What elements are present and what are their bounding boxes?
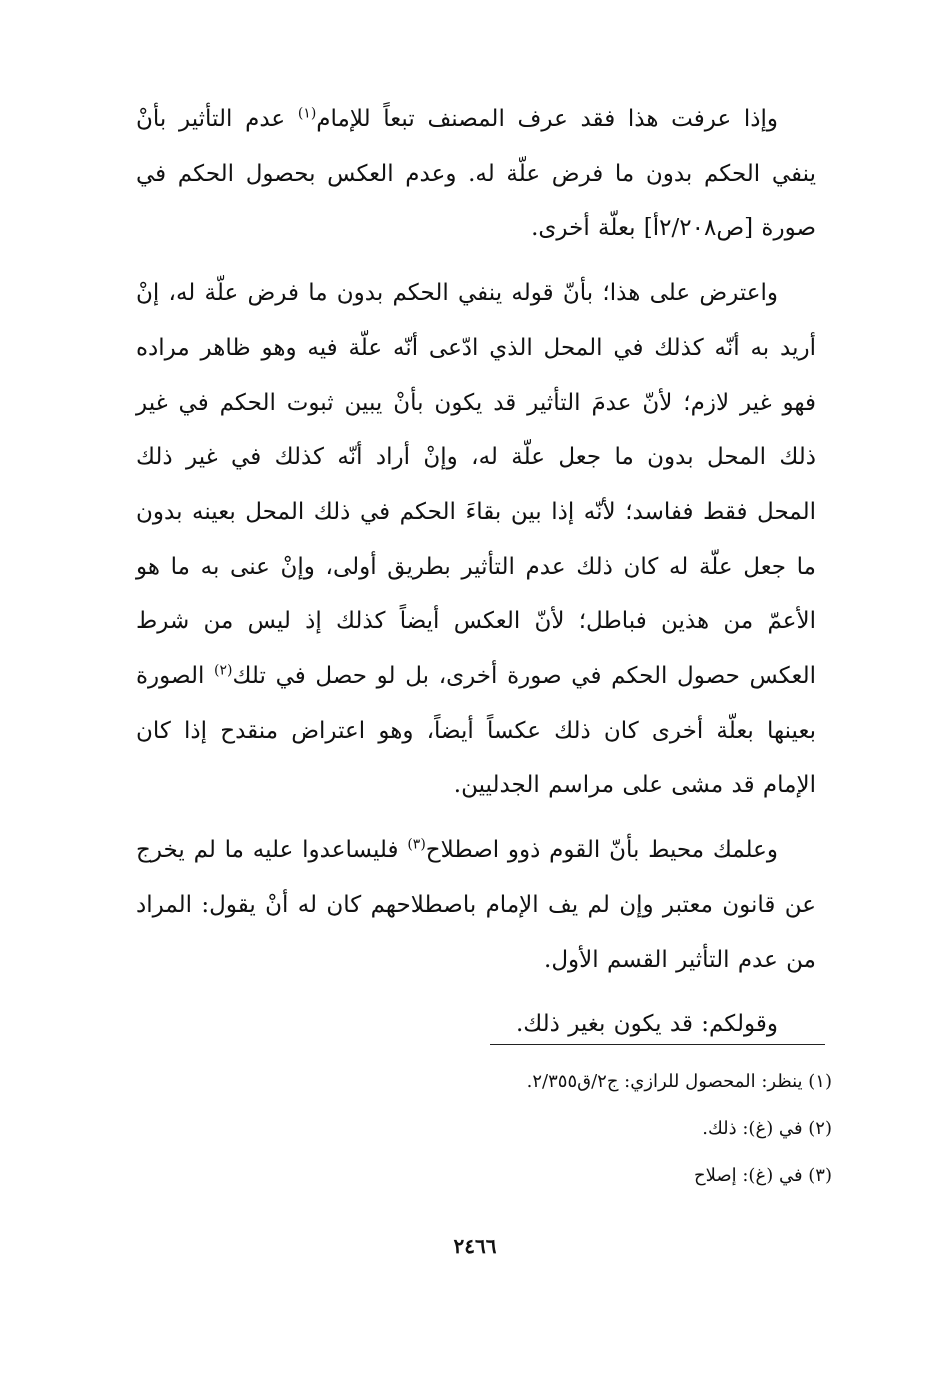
- paragraph-3-text-end: فليساعدوا عليه ما لم يخرج عن قانون معتبر وإن لم يف الإمام باصطلاحهم كان له أنْ يقول: المراد من عدم التأثير القسم الأول.: [136, 837, 816, 973]
- page-number: ٢٤٦٦: [453, 1234, 497, 1258]
- footnote-1: (١) ينظر: المحصول للرازي: ج٢/ق٢/٣٥٥.: [526, 1071, 832, 1092]
- paragraph-2-text-start: واعترض على هذا؛ بأنّ قوله ينفي الحكم بدون ما فرض علّة له، إنْ أريد به أنّه كذلك في المحل الذي ادّعى أنّه علّة فيه وهو ظاهر مراده فهو غير لازم؛ لأنّ عدمَ التأثير قد يكون بأنْ يبين ثبوت الحكم في غير ذلك المحل بدون ما جعل علّة له، وإنْ أراد أنّه كذلك في غير ذلك المحل فقط ففاسد؛ لأنّه إذا بين بقاءَ الحكم في ذلك المحل بعينه بدون ما جعل علّة له كان ذلك عدم التأثير بطريق أولى، وإنْ عنى به ما هو الأعمّ من هذين فباطل؛ لأنّ العكس أيضاً كذلك إذ ليس من شرط العكس حصول الحكم في صورة أخرى، بل لو حصل في تلك: [136, 280, 816, 690]
- paragraph-2-text-end: الصورة بعينها بعلّة أخرى كان ذلك عكساً أيضاً، وهو اعتراض منقدح إذا كان الإمام قد مشى على مراسم الجدليين.: [136, 663, 816, 799]
- paragraph-2: [136, 266, 816, 813]
- footnote-ref-2: (٢): [214, 662, 233, 679]
- main-text: [136, 92, 816, 1052]
- footnote-ref-1: (١): [297, 105, 317, 122]
- paragraph-3: [136, 823, 816, 987]
- paragraph-1: [136, 92, 816, 256]
- paragraph-1-text-start: وإذا عرفت هذا فقد عرف المصنف تبعاً للإمام: [316, 106, 779, 132]
- footnote-3: (٣) في (غ): إصلاح: [694, 1165, 832, 1186]
- footnote-2: (٢) في (غ): ذلك.: [702, 1118, 832, 1139]
- paragraph-1-text-end: عدم التأثير بأنْ ينفي الحكم بدون ما فرض علّة له. وعدم العكس بحصول الحكم في صورة [ص٢/٢٠٨أ] بعلّة أخرى.: [136, 106, 816, 242]
- paragraph-3-text-start: وعلمك محيط بأنّ القوم ذوو اصطلاح: [425, 837, 779, 864]
- footnote-ref-3: (٣): [407, 836, 426, 853]
- paragraph-4-text: وقولكم: قد يكون بغير ذلك.: [515, 1011, 778, 1038]
- footnote-separator: [490, 1044, 825, 1045]
- footnotes: [470, 1058, 832, 1199]
